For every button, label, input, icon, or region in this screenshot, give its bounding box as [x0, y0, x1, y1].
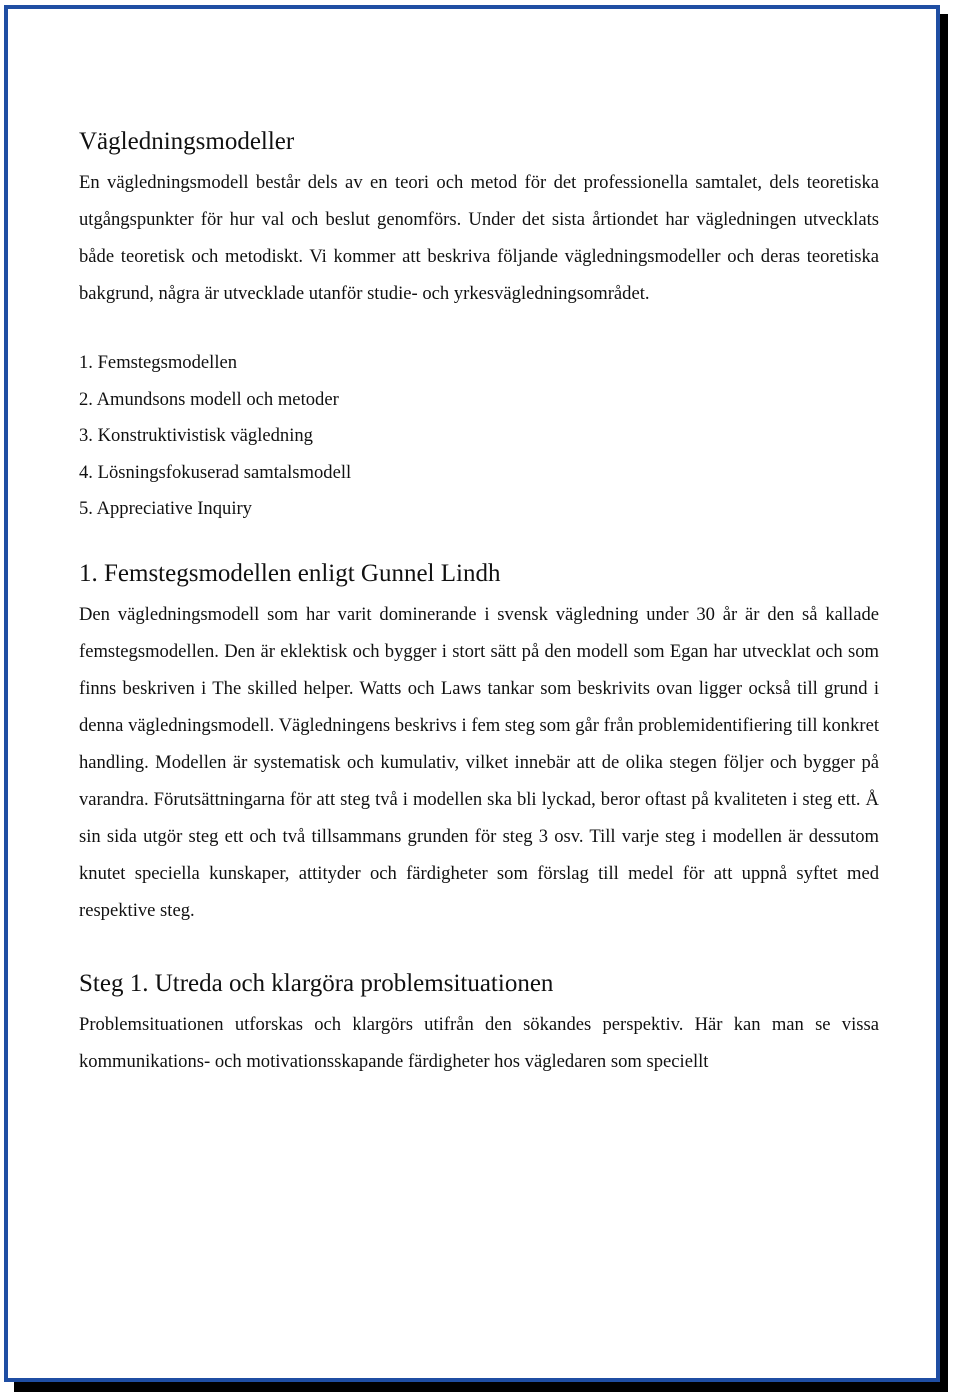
list-item: 5. Appreciative Inquiry — [79, 498, 252, 519]
document-body — [79, 120, 879, 1080]
list-item: 4. Lösningsfokuserad samtalsmodell — [79, 461, 352, 483]
list-item: 1. Femstegsmodellen — [79, 352, 238, 373]
document-title: Vägledningsmodeller — [79, 128, 295, 155]
section-paragraph: Den vägledningsmodell som har varit dominerande i svensk vägledning under 30 år är den så kallade femstegsmodellen. Den är eklektisk och bygger i stort sätt på den modell som Egan har utvecklat och som finns beskriven i The skilled helper. Watts och Laws tankar som beskrivits ovan ligger också till grund i denna vägledningsmodell. Vägledningens beskrivs i fem steg som går från problemidentifiering till konkret handling. Modellen är systematisk och kumulativ, vilket innebär att de olika stegen följer och bygger på varandra. Förutsättningarna för att steg två i modellen ska bli lyckad, beror oftast på kvaliteten i steg ett. Å sin sida utgör steg ett och två tillsammans grunden för steg 3 osv. Till varje steg i modellen är dessutom knutet speciella kunskaper, attityder och färdigheter som förslag till medel för att uppnå syftet med respektive steg. — [79, 603, 879, 921]
list-item: 3. Konstruktivistisk vägledning — [79, 425, 313, 446]
step-heading: Steg 1. Utreda och klargöra problemsituationen — [79, 969, 554, 997]
model-list — [79, 345, 879, 528]
step-paragraph: Problemsituationen utforskas och klargörs utifrån den sökandes perspektiv. Här kan man se vissa kommunikations- och motivationsskapande färdigheter hos vägledaren som speciellt — [79, 1013, 879, 1072]
intro-paragraph: En vägledningsmodell består dels av en teori och metod för det professionella samtalet, dels teoretiska utgångspunkter för hur val och beslut genomförs. Under det sista årtiondet har vägledningen utvecklats både teoretisk och metodiskt. Vi kommer att beskriva följande vägledningsmodeller och deras teoretiska bakgrund, några är utvecklade utanför studie- och yrkesvägledningsområdet. — [79, 172, 879, 304]
list-item: 2. Amundsons modell och metoder — [79, 388, 339, 410]
section-heading: 1. Femstegsmodellen enligt Gunnel Lindh — [79, 559, 501, 587]
